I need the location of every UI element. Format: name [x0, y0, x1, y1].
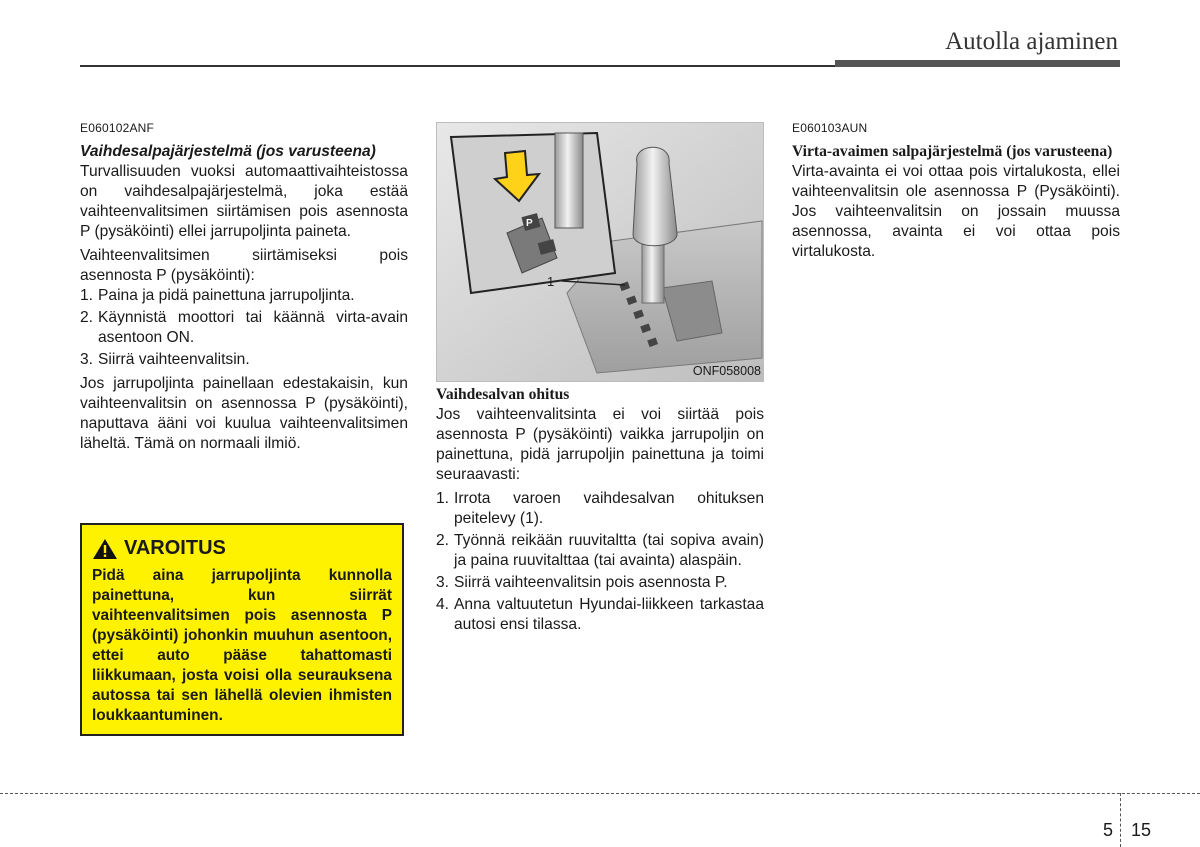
list-item: 4. Anna valtuutetun Hyundai-liikkeen tarkastaa autosi ensi tilassa. — [436, 596, 764, 633]
callout-number: 1 — [547, 274, 555, 289]
list-item: 2. Käynnistä moottori tai käännä virta-avain asentoon ON. — [80, 309, 408, 346]
shift-lever-drawing — [437, 123, 764, 382]
section-heading: Virta-avaimen salpajärjestelmä (jos varusteena) — [792, 143, 1113, 160]
list-item: 3. Siirrä vaihteenvalitsin. — [80, 351, 250, 368]
list-item: 1. Paina ja pidä painettuna jarrupoljinta. — [80, 287, 355, 304]
column-1 — [80, 118, 408, 458]
section-heading: Vaihdesalvan ohitus — [436, 386, 570, 403]
page-number: 15 — [1131, 820, 1152, 840]
warning-title: VAROITUS — [124, 537, 226, 559]
warning-triangle-icon — [92, 538, 118, 560]
chapter-number: 5 — [1103, 820, 1114, 840]
section-code: E060103AUN — [792, 121, 868, 135]
list-item: 2. Työnnä reikään ruuvitaltta (tai sopiva avain) ja paina ruuvitalttaa (tai avainta) alaspäin. — [436, 532, 764, 569]
slot-label: P — [526, 218, 533, 229]
header-bar — [835, 60, 1120, 67]
footer-divider — [1120, 793, 1121, 847]
steps-list — [436, 489, 764, 635]
column-3 — [792, 118, 1120, 266]
paragraph: Turvallisuuden vuoksi automaattivaihteistossa on vaihdesalpajärjestelmä, joka estää vaihteenvalitsimen siirtämisen pois asennosta P (pysäköinti) ellei jarrupoljinta paineta. — [80, 163, 408, 240]
gear-shift-illustration — [436, 122, 764, 382]
running-header: Autolla ajaminen — [945, 28, 1118, 55]
paragraph: Jos jarrupoljinta painellaan edestakaisin, kun vaihteenvalitsin on asennossa P (pysäköinti), naputtava ääni voi kuulua vaihteenvalitsimen läheltä. Tämä on normaali ilmiö. — [80, 375, 408, 452]
paragraph: Vaihteenvalitsimen siirtämiseksi pois asennosta P (pysäköinti): — [80, 247, 408, 284]
paragraph: Virta-avainta ei voi ottaa pois virtalukosta, ellei vaihteenvalitsin ole asennossa P (Pysäköinti). Jos vaihteenvalitsin on jossain muussa asennossa, avainta ei voi ottaa pois virtalukosta. — [792, 163, 1120, 260]
section-heading: Vaihdesalpajärjestelmä (jos varusteena) — [80, 143, 376, 160]
footer-rule — [0, 793, 1200, 794]
header-rule — [80, 65, 835, 67]
paragraph: Jos vaihteenvalitsinta ei voi siirtää pois asennosta P (pysäköinti) vaikka jarrupoljin on painettuna, pidä jarrupoljin painettuna ja toimi seuraavasti: — [436, 406, 764, 483]
figure-code: ONF058008 — [692, 364, 761, 378]
list-item: 1. Irrota varoen vaihdesalvan ohituksen peitelevy (1). — [436, 490, 764, 527]
steps-list — [80, 286, 408, 370]
warning-text: Pidä aina jarrupoljinta kunnolla painettuna, kun siirrät vaihteenvalitsimen pois asennosta P (pysäköinti) johonkin muuhun asentoon, ettei auto pääse tahattomasti liikkumaan, josta voisi olla seurauksena autossa tai sen lähellä olevien ihmisten loukkaantuminen. — [92, 567, 392, 724]
column-2 — [436, 385, 764, 639]
section-code: E060102ANF — [80, 121, 155, 135]
list-item: 3. Siirrä vaihteenvalitsin pois asennosta P. — [436, 574, 728, 591]
warning-box — [80, 523, 404, 736]
